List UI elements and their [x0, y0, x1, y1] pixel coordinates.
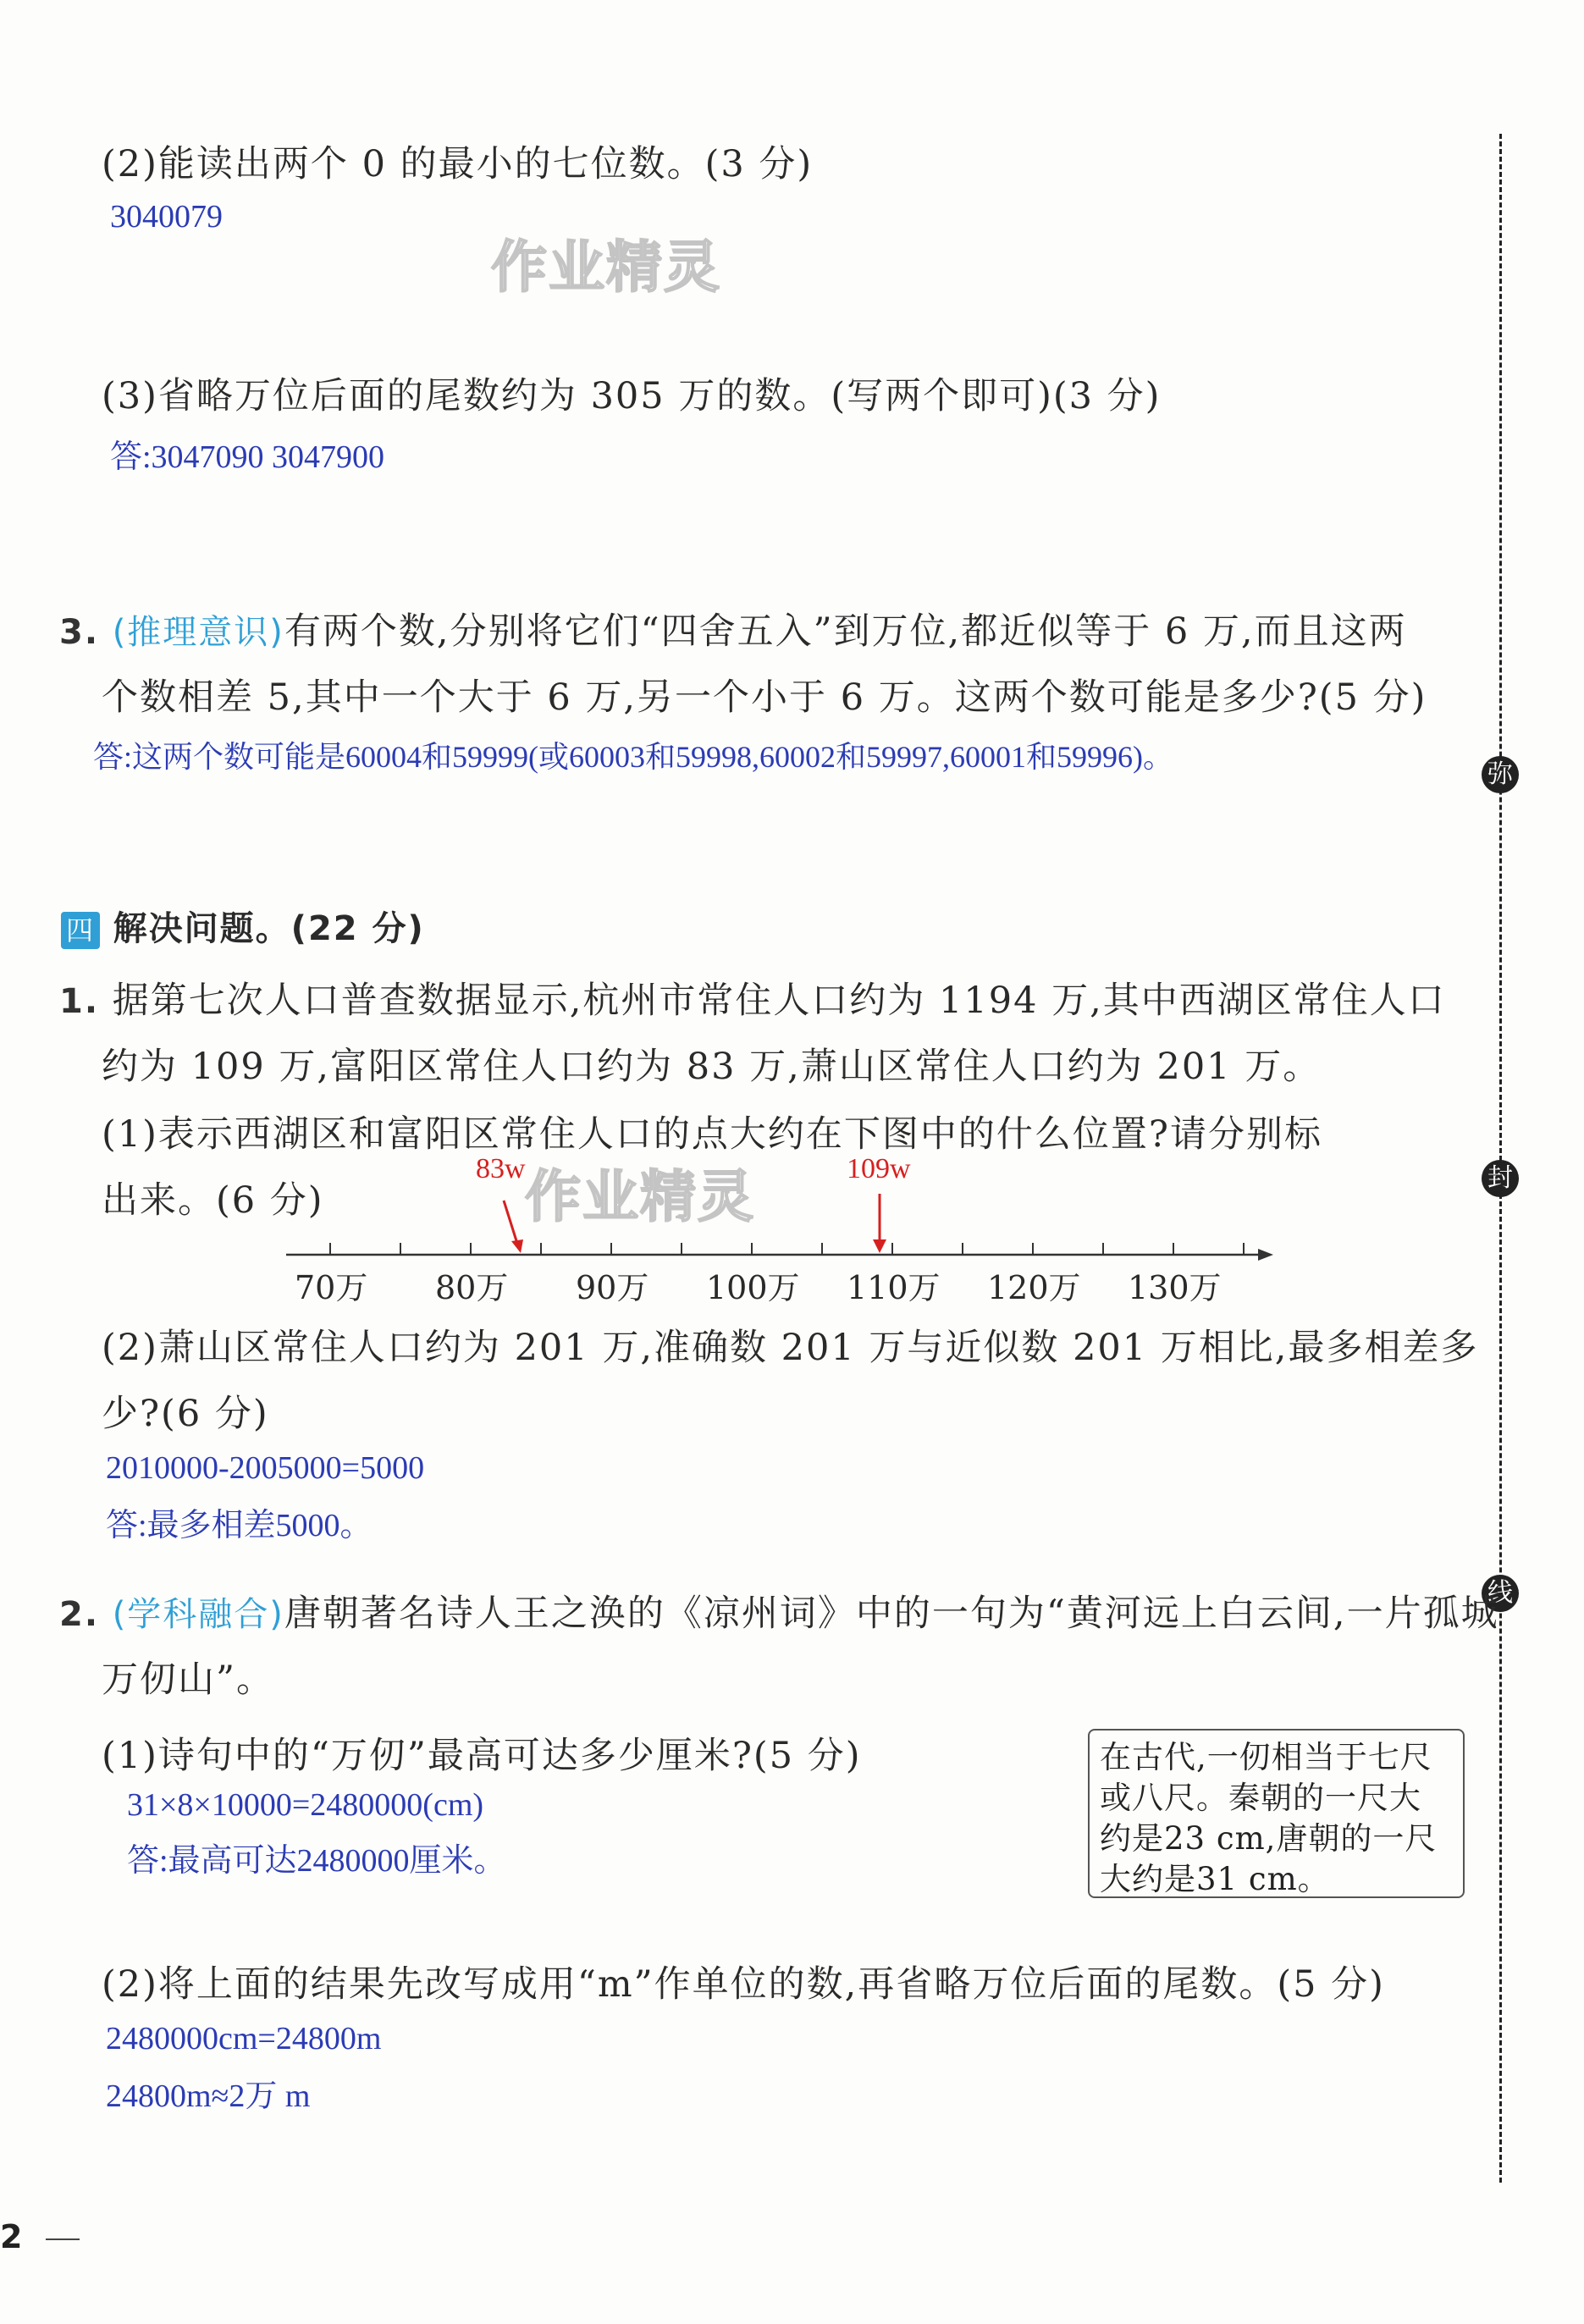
problem-3-tag: (推理意识) — [112, 613, 284, 652]
mark-83w-arrow — [504, 1201, 518, 1246]
answer-2: 3040079 — [110, 199, 223, 235]
axis-label-130: 130万 — [1128, 1269, 1222, 1306]
section-4-title: 解决问题。(22 分) — [113, 909, 425, 948]
axis-label-120: 120万 — [987, 1269, 1081, 1306]
watermark-2: 作业精灵 — [525, 1164, 755, 1229]
s4-problem-1-sub1-line1: (1)表示西湖区和富阳区常住人口的点大约在下图中的什么位置?请分别标 — [102, 1113, 1322, 1156]
section-4-badge: 四 — [61, 912, 100, 949]
hint-note-box: 在古代,一仞相当于七尺或八尺。秦朝的一尺大约是23 cm,唐朝的一尺大约是31 cm。 — [1088, 1729, 1465, 1898]
question-2: (2)能读出两个 0 的最小的七位数。(3 分) — [102, 143, 814, 185]
answer-3: 答:3047090 3047900 — [110, 439, 385, 475]
s4-problem-2-text1: 唐朝著名诗人王之涣的《凉州词》中的一句为“黄河远上白云间,一片孤城 — [284, 1593, 1499, 1635]
problem-3-number: 3. — [59, 613, 100, 652]
question-3: (3)省略万位后面的尾数约为 305 万的数。(写两个即可)(3 分) — [102, 375, 1162, 417]
axis-label-100: 100万 — [706, 1269, 800, 1306]
s4-problem-1-sub2-line2: 少?(6 分) — [102, 1393, 269, 1435]
axis-label-90: 90万 — [576, 1269, 649, 1306]
mark-83w-arrowhead — [511, 1239, 523, 1253]
s4-problem-1-text1: 据第七次人口普查数据显示,杭州市常住人口约为 1194 万,其中西湖区常住人口 — [112, 980, 1446, 1022]
margin-mark-mi: 弥 — [1482, 756, 1519, 793]
problem-3-line2: 个数相差 5,其中一个大于 6 万,另一个小于 6 万。这两个数可能是多少?(5 分) — [102, 676, 1427, 719]
s4-problem-2-sub2: (2)将上面的结果先改写成用“m”作单位的数,再省略万位后面的尾数。(5 分) — [102, 1963, 1385, 2006]
number-line-labels — [0, 1261, 1584, 1304]
s4-problem-2-sub2-answer2: 24800m≈2万 m — [106, 2078, 311, 2114]
s4-problem-1-line1 — [59, 972, 1446, 1024]
s4-problem-2-sub1: (1)诗句中的“万仞”最高可达多少厘米?(5 分) — [102, 1735, 862, 1777]
problem-3-text1: 有两个数,分别将它们“四舍五入”到万位,都近似等于 6 万,而且这两 — [284, 610, 1407, 653]
s4-problem-2-sub1-answer2: 答:最高可达2480000厘米。 — [127, 1843, 506, 1879]
page-number — [0, 2218, 80, 2255]
s4-problem-2-sub1-answer1: 31×8×10000=2480000(cm) — [127, 1787, 484, 1823]
s4-problem-2-line2: 万仞山”。 — [102, 1659, 274, 1701]
page-number-value: 2 — [0, 2218, 23, 2255]
watermark: 作业精灵 — [491, 235, 721, 300]
axis-label-70: 70万 — [295, 1269, 368, 1306]
number-line-arrow — [1258, 1249, 1273, 1261]
mark-109w-arrowhead — [873, 1239, 886, 1253]
margin-mark-xian: 线 — [1482, 1575, 1519, 1612]
s4-problem-2-number: 2. — [59, 1595, 100, 1634]
s4-problem-1-sub2-answer1: 2010000-2005000=5000 — [106, 1450, 425, 1486]
mark-109w-label: 109w — [847, 1153, 911, 1184]
s4-problem-1-number: 1. — [59, 982, 100, 1021]
s4-problem-1-sub2-line1: (2)萧山区常住人口约为 201 万,准确数 201 万与近似数 201 万相比,最多相差多 — [102, 1327, 1479, 1369]
s4-problem-2-tag: (学科融合) — [112, 1595, 284, 1634]
axis-label-110: 110万 — [847, 1269, 941, 1306]
margin-mark-feng: 封 — [1482, 1160, 1519, 1197]
axis-label-80: 80万 — [435, 1269, 509, 1306]
s4-problem-2-line1 — [59, 1585, 1499, 1637]
s4-problem-1-line2: 约为 109 万,富阳区常住人口约为 83 万,萧山区常住人口约为 201 万。 — [102, 1046, 1322, 1088]
problem-3-answer: 答:这两个数可能是60004和59999(或60003和59998,60002和59997,60001和59996)。 — [93, 740, 1173, 774]
s4-problem-1-sub1-line2: 出来。(6 分) — [102, 1179, 324, 1222]
binding-dashed-line — [1499, 134, 1502, 2183]
s4-problem-2-sub2-answer1: 2480000cm=24800m — [106, 2021, 382, 2056]
section-4-heading — [61, 902, 425, 950]
s4-problem-1-sub2-answer2: 答:最多相差5000。 — [106, 1508, 373, 1543]
page-number-rule — [46, 2238, 80, 2240]
problem-3-line1 — [59, 603, 1407, 654]
mark-83w-label: 83w — [476, 1153, 526, 1184]
